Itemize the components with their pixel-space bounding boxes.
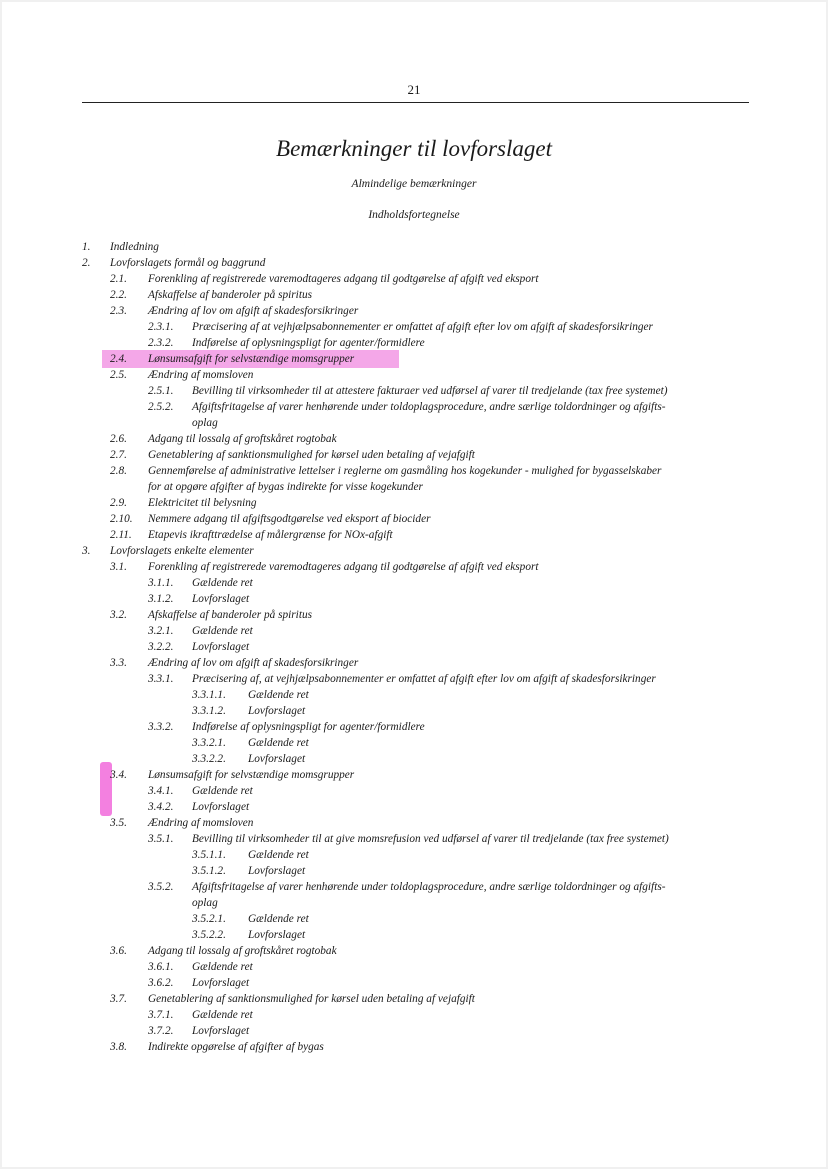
toc-entry-text: Afskaffelse af banderoler på spiritus [148,289,313,301]
toc-entry [2,448,826,463]
toc-entry-text: Gældende ret [192,785,253,797]
toc-entry-number: 3.5.1. [148,833,174,845]
toc-entry-text: Lovforslaget [192,593,250,605]
page-number: 21 [407,82,421,97]
toc-entry [2,384,826,399]
toc-entry-text: Gennemførelse af administrative lettelser i reglerne om gasmåling hos kogekunder - mulighed for bygasselskaber [148,465,662,477]
toc-entry [2,752,826,767]
toc-entry [2,640,826,655]
toc-entry-text: Gældende ret [192,961,253,973]
toc-entry-number: 2.3.2. [148,337,174,349]
toc-entry [2,464,826,479]
toc-entry [2,960,826,975]
toc-entry-number: 2.7. [110,449,127,461]
toc-entry-number: 2.10. [110,513,133,525]
toc-entry [2,720,826,735]
toc-entry-number: 3.5. [110,817,127,829]
toc-entry-text: Lovforslaget [248,929,306,941]
toc-entry-number: 3.7.1. [148,1009,174,1021]
toc-entry-number: 3.3.2. [148,721,174,733]
toc-entry-number: 3.3.2.2. [192,753,226,765]
toc-entry-text: Genetablering af sanktionsmulighed for kørsel uden betaling af vejafgift [148,993,475,1005]
toc-entry-text: Indførelse af oplysningspligt for agenter/formidlere [192,721,425,733]
toc-entry [2,768,826,783]
toc-entry [2,672,826,687]
toc-entry-number: 3.5.1.2. [192,865,226,877]
toc-entry [2,400,826,415]
toc-entry-text: Bevilling til virksomheder til at attestere fakturaer ved udførsel af varer til tredjelande (tax free systemet) [192,385,668,397]
toc-entry [2,560,826,575]
toc-entry-text: oplag [192,417,218,429]
toc-entry-number: 2.5.2. [148,401,174,413]
toc-entry-number: 3.2.1. [148,625,174,637]
toc-entry [2,928,826,943]
toc-entry-text: Etapevis ikrafttrædelse af målergrænse for NOx-afgift [148,529,393,541]
toc-entry-text: Lovforslaget [192,641,250,653]
toc-entry [2,800,826,815]
toc-entry [2,288,826,303]
toc-entry [2,784,826,799]
toc-entry-number: 2.1. [110,273,127,285]
toc-entry-number: 2.6. [110,433,127,445]
page-title: Bemærkninger til lovforslaget [276,136,552,161]
toc-entry-text: Præcisering af, at vejhjælpsabonnementer er omfattet af afgift efter lov om afgift af skadesforsikringer [192,673,656,685]
toc-entry [2,624,826,639]
header-rule [82,102,749,103]
toc-entry-number: 2.11. [110,529,132,541]
toc-entry [2,1040,826,1055]
toc-entry-text: Forenkling af registrerede varemodtageres adgang til godtgørelse af afgift ved eksport [148,273,539,285]
toc-entry [2,272,826,287]
toc-entry-number: 3.2. [110,609,127,621]
toc-entry-text: Gældende ret [248,913,309,925]
toc-entry-number: 3.3.1. [148,673,174,685]
toc-entry [2,992,826,1007]
toc-entry-number: 3.5.2.2. [192,929,226,941]
toc-entry-number: 3.4.2. [148,801,174,813]
toc-entry-number: 3.1.1. [148,577,174,589]
toc-entry [2,320,826,335]
toc-entry [2,576,826,591]
toc-entry-number: 1. [82,241,91,253]
toc-entry [2,336,826,351]
toc-entry [2,656,826,671]
toc-entry-number: 3.5.2. [148,881,174,893]
toc-entry-number: 3.1. [110,561,127,573]
toc-entry-number: 3.6. [110,945,127,957]
toc-entry-text: Lovforslaget [192,801,250,813]
toc-entry-text: Ændring af momsloven [148,369,254,381]
toc-entry [2,352,826,367]
toc-entry-number: 2. [82,257,91,269]
toc-entry [2,1008,826,1023]
toc-entry-text: Indirekte opgørelse af afgifter af bygas [148,1041,324,1053]
toc-entry-text: Lovforslaget [248,705,306,717]
toc-entry-text: Afgiftsfritagelse af varer henhørende under toldoplagsprocedure, andre særlige toldordninger og afgifts- [192,401,666,413]
toc-entry [2,416,826,431]
subtitle: Almindelige bemærkninger [351,178,477,190]
toc-heading: Indholdsfortegnelse [368,209,460,221]
toc-entry-number: 3.4. [110,769,127,781]
toc-entry [2,528,826,543]
toc-entry-text: Adgang til lossalg af groftskåret rogtobak [148,945,337,957]
toc-entry-text: Lovforslaget [192,977,250,989]
toc-entry [2,496,826,511]
toc-entry-text: Indledning [110,241,159,253]
toc-entry-text: Gældende ret [192,577,253,589]
toc-entry-text: Lovforslagets enkelte elementer [110,545,254,557]
toc-entry [2,704,826,719]
toc-entry-text: Lønsumsafgift for selvstændige momsgrupper [148,353,355,365]
toc-entry [2,816,826,831]
toc-entry-text: Adgang til lossalg af groftskåret rogtobak [148,433,337,445]
toc-entry [2,864,826,879]
toc-entry-text: Bevilling til virksomheder til at give momsrefusion ved udførsel af varer til tredjelande (tax free systemet) [192,833,669,845]
toc-entry [2,240,826,255]
toc-entry [2,256,826,271]
toc-entry [2,976,826,991]
toc-entry-text: for at opgøre afgifter af bygas indirekte for visse kogekunder [148,481,423,493]
toc-entry-number: 3.3.1.1. [192,689,226,701]
toc-entry-number: 3. [82,545,91,557]
toc-entry [2,896,826,911]
toc-entry-text: Lovforslaget [192,1025,250,1037]
toc-entry-number: 3.2.2. [148,641,174,653]
toc-entry [2,1024,826,1039]
toc-entry-number: 3.7.2. [148,1025,174,1037]
toc-entry [2,608,826,623]
toc-entry-number: 3.7. [110,993,127,1005]
toc-entry-text: Præcisering af at vejhjælpsabonnementer er omfattet af afgift efter lov om afgift af skadesforsikringer [192,321,653,333]
toc-entry [2,368,826,383]
toc-entry-number: 2.8. [110,465,127,477]
toc-entry-number: 3.5.2.1. [192,913,226,925]
toc-entry [2,736,826,751]
toc-entry-text: Lovforslaget [248,753,306,765]
toc-entry-text: Lovforslaget [248,865,306,877]
toc-entry-text: oplag [192,897,218,909]
toc-entry [2,544,826,559]
toc-entry-number: 3.3. [110,657,127,669]
toc-entry [2,304,826,319]
toc-entry [2,480,826,495]
toc-entry-number: 2.4. [110,353,127,365]
toc-entry-text: Afgiftsfritagelse af varer henhørende under toldoplagsprocedure, andre særlige toldordninger og afgifts- [192,881,666,893]
toc-entry-text: Gældende ret [192,1009,253,1021]
toc-entry [2,688,826,703]
toc-entry-text: Afskaffelse af banderoler på spiritus [148,609,313,621]
toc-entry [2,512,826,527]
toc-entry [2,944,826,959]
toc-entry-number: 2.2. [110,289,127,301]
toc-entry-number: 3.1.2. [148,593,174,605]
toc-entry-number: 3.8. [110,1041,127,1053]
document-page [2,2,826,1167]
toc-entry [2,432,826,447]
toc-entry-text: Gældende ret [192,625,253,637]
toc-entry-number: 2.3.1. [148,321,174,333]
toc-entry-number: 2.9. [110,497,127,509]
toc-entry [2,848,826,863]
toc-entry-number: 3.4.1. [148,785,174,797]
toc-entry [2,912,826,927]
toc-entry-number: 2.5.1. [148,385,174,397]
toc-entry [2,592,826,607]
toc-entry-number: 3.6.1. [148,961,174,973]
toc-entry-number: 2.5. [110,369,127,381]
toc-entry-number: 3.6.2. [148,977,174,989]
toc-entry-number: 3.3.1.2. [192,705,226,717]
toc-entry-text: Nemmere adgang til afgiftsgodtgørelse ved eksport af biocider [148,513,431,525]
toc-entry-text: Gældende ret [248,737,309,749]
toc-entry-text: Gældende ret [248,849,309,861]
toc-entry [2,832,826,847]
toc-entry-text: Ændring af lov om afgift af skadesforsikringer [148,305,359,317]
toc-entry-text: Lønsumsafgift for selvstændige momsgrupper [148,769,355,781]
toc-entry-text: Genetablering af sanktionsmulighed for kørsel uden betaling af vejafgift [148,449,475,461]
toc-entry-text: Ændring af momsloven [148,817,254,829]
toc-entry-number: 3.5.1.1. [192,849,226,861]
toc-entry-text: Indførelse af oplysningspligt for agenter/formidlere [192,337,425,349]
toc-entry-text: Ændring af lov om afgift af skadesforsikringer [148,657,359,669]
toc-entry-text: Elektricitet til belysning [148,497,257,509]
toc-entry [2,880,826,895]
toc-entry-text: Gældende ret [248,689,309,701]
toc-entry-number: 3.3.2.1. [192,737,226,749]
toc-entry-text: Lovforslagets formål og baggrund [110,257,266,269]
toc-entry-number: 2.3. [110,305,127,317]
toc-entry-text: Forenkling af registrerede varemodtageres adgang til godtgørelse af afgift ved eksport [148,561,539,573]
